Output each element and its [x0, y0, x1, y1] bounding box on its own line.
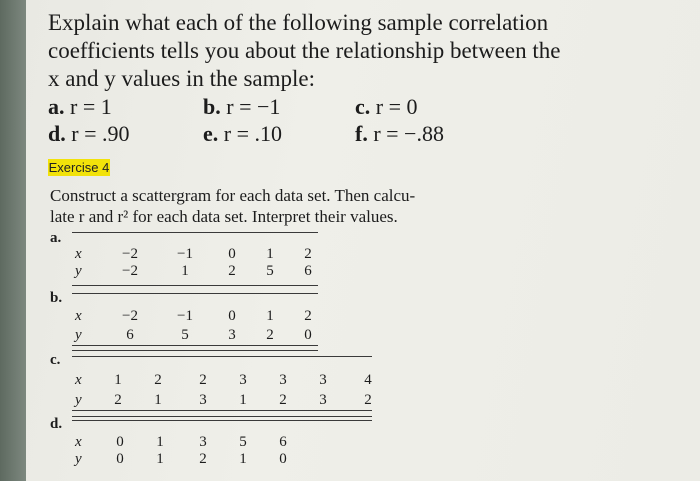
option-c: c. r = 0	[355, 94, 418, 119]
y-row-label: y	[75, 263, 82, 279]
table-rule	[72, 232, 318, 233]
option-d: d. r = .90	[48, 121, 130, 146]
y-value: 1	[181, 263, 189, 279]
question-line-2: coefficients tells you about the relationship between the	[48, 38, 561, 63]
y-value: 1	[239, 392, 247, 408]
x-row-label: x	[75, 246, 82, 262]
x-value: 0	[228, 246, 236, 262]
x-value: 0	[116, 434, 124, 450]
y-value: 3	[319, 392, 327, 408]
option-b: b. r = −1	[203, 94, 281, 119]
x-value: −1	[177, 246, 193, 262]
x-value: −1	[177, 308, 193, 324]
y-value: 2	[199, 451, 207, 467]
y-row-label: y	[75, 392, 82, 408]
y-value: 6	[304, 263, 312, 279]
instructions-line-2: late r and r² for each data set. Interpret their values.	[50, 207, 398, 226]
y-value: 3	[228, 327, 236, 343]
question-line-1: Explain what each of the following sample correlation	[48, 10, 549, 35]
exercise-label: Exercise 4	[48, 160, 110, 175]
x-value: 1	[114, 372, 122, 388]
x-value: 3	[239, 372, 247, 388]
table-rule	[72, 285, 318, 286]
option-f: f. r = −.88	[355, 121, 444, 146]
x-value: 4	[364, 372, 372, 388]
y-value: 0	[304, 327, 312, 343]
x-value: 3	[279, 372, 287, 388]
y-value: 2	[266, 327, 274, 343]
table-rule	[72, 350, 318, 351]
x-value: 3	[319, 372, 327, 388]
table-rule	[72, 345, 318, 346]
y-value: 5	[181, 327, 189, 343]
y-value: 0	[116, 451, 124, 467]
x-row-label: x	[75, 372, 82, 388]
table-rule	[72, 416, 372, 417]
y-value: 2	[279, 392, 287, 408]
dataset-label: a.	[50, 230, 62, 246]
table-rule	[72, 410, 372, 411]
background-edge	[0, 0, 26, 481]
option-e: e. r = .10	[203, 121, 282, 146]
x-row-label: x	[75, 434, 82, 450]
x-value: 2	[154, 372, 162, 388]
x-value: 6	[279, 434, 287, 450]
y-value: 1	[239, 451, 247, 467]
dataset-label: c.	[50, 352, 61, 368]
y-value: 6	[126, 327, 134, 343]
table-rule	[72, 293, 318, 294]
dataset-label: d.	[50, 416, 63, 432]
x-value: −2	[122, 246, 138, 262]
x-value: 1	[156, 434, 164, 450]
y-value: 2	[228, 263, 236, 279]
option-a: a. r = 1	[48, 94, 112, 119]
y-value: 2	[114, 392, 122, 408]
x-value: 2	[304, 246, 312, 262]
x-value: 3	[199, 434, 207, 450]
x-value: 1	[266, 308, 274, 324]
y-value: 1	[154, 392, 162, 408]
x-value: 1	[266, 246, 274, 262]
y-value: 2	[364, 392, 372, 408]
instructions-line-1: Construct a scattergram for each data set. Then calcu-	[50, 186, 416, 205]
y-value: 1	[156, 451, 164, 467]
y-row-label: y	[75, 451, 82, 467]
table-rule	[72, 356, 372, 357]
x-value: −2	[122, 308, 138, 324]
question-line-3: x and y values in the sample:	[48, 66, 315, 91]
x-row-label: x	[75, 308, 82, 324]
y-value: 3	[199, 392, 207, 408]
dataset-label: b.	[50, 290, 63, 306]
y-value: 5	[266, 263, 274, 279]
y-value: −2	[122, 263, 138, 279]
x-value: 0	[228, 308, 236, 324]
x-value: 2	[199, 372, 207, 388]
x-value: 2	[304, 308, 312, 324]
table-rule	[72, 420, 372, 421]
x-value: 5	[239, 434, 247, 450]
y-row-label: y	[75, 327, 82, 343]
y-value: 0	[279, 451, 287, 467]
